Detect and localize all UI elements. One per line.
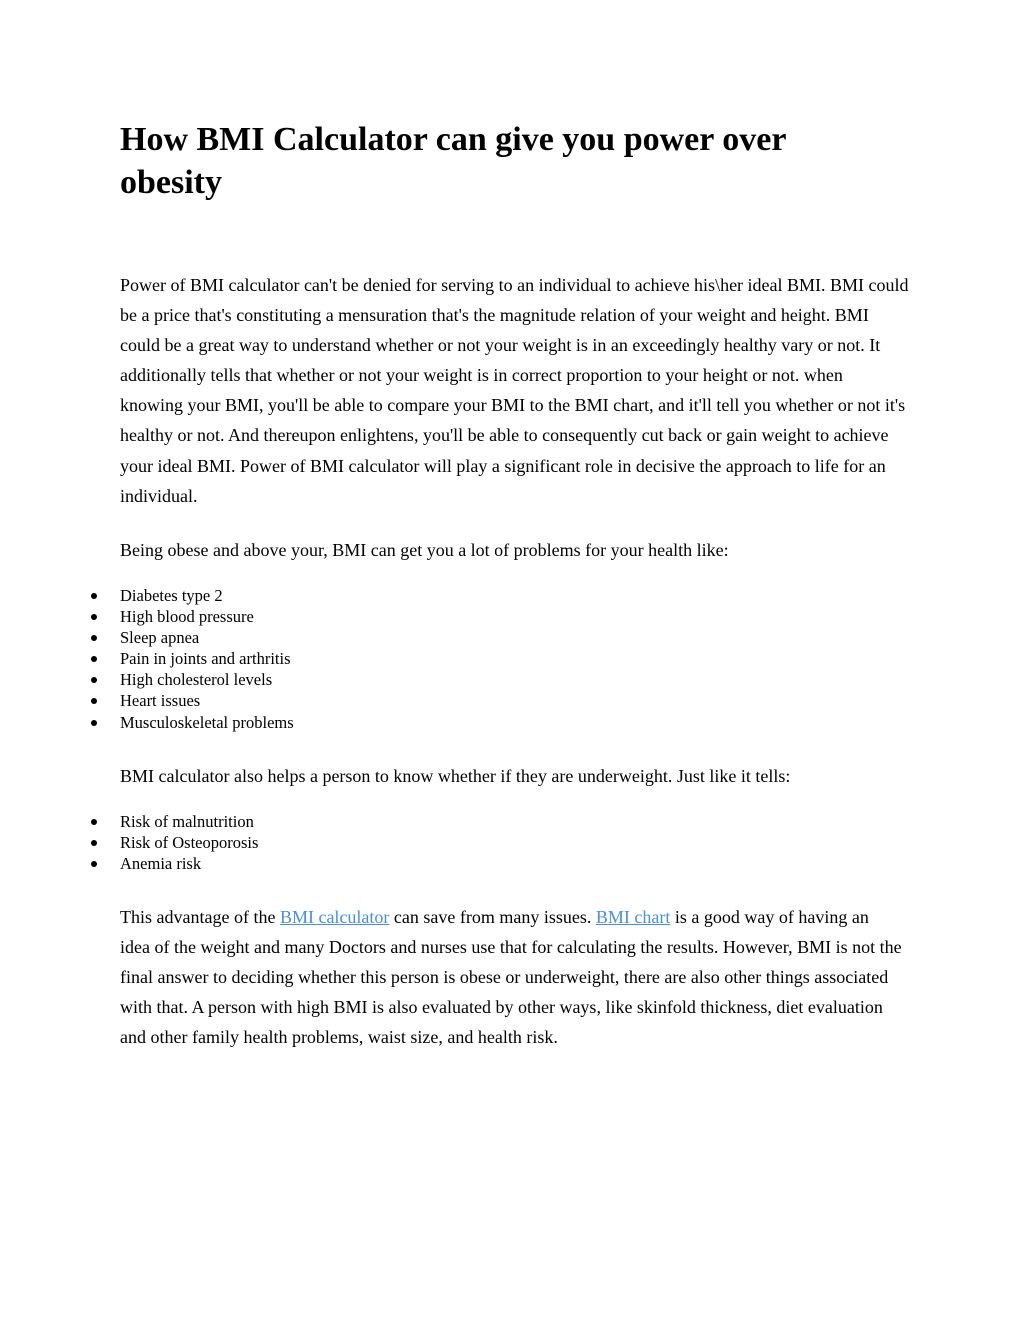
list-item-text: Risk of Osteoporosis [120,833,259,853]
list-item [0,648,900,669]
closing-text-start: This advantage of the [120,907,280,927]
list-item [0,811,900,832]
list-item [0,585,900,606]
bullet-icon [91,635,97,641]
bullet-icon [91,677,97,683]
list-item-text: Musculoskeletal problems [120,712,294,732]
list-item [0,627,900,648]
closing-text-middle: can save from many issues. [389,907,596,927]
list-item [0,853,900,874]
list-item-text: Risk of malnutrition [120,812,254,831]
closing-text-end: is a good way of having an idea of the weight and many Doctors and nurses use that for calculating the results. However, BMI is not the final answer to deciding whether this person is obese or underweight, there are also other things associated with that. A person with high BMI is also evaluated by other ways, like skinfold thickness, diet evaluation and other family health problems, waist size, and health risk. [120,907,902,1048]
list-item [0,832,900,853]
bmi-calculator-link[interactable]: BMI calculator [279,907,390,927]
bullet-icon [91,819,97,825]
list-item-text: High cholesterol levels [120,670,273,690]
list-item-text: Pain in joints and arthritis [120,649,291,669]
health-problems-list [0,585,900,733]
bullet-icon [91,656,97,662]
list-item [0,712,900,733]
list-item [0,669,900,690]
list-item-text: Anemia risk [120,854,202,874]
closing-paragraph [120,902,902,1052]
page-title: How BMI Calculator can give you power over obesity [120,121,786,201]
list-item-text: Diabetes type 2 [120,586,223,605]
bullet-icon [91,593,97,599]
bullet-icon [91,861,97,867]
list-item [0,690,900,711]
bullet-icon [91,840,97,846]
list-item-text: Heart issues [120,691,201,711]
intro-paragraph: Power of BMI calculator can't be denied for serving to an individual to achieve his\her ideal BMI. BMI could be a price that's constituting a mensuration that's the magnitude relation of your weight and height. BMI could be a great way to understand whether or not your weight is in an exceedingly healthy vary or not. It additionally tells that whether or not your weight is in correct proportion to your height or not. when knowing your BMI, you'll be able to compare your BMI to the BMI chart, and it'll tell you whether or not it's healthy or not. And thereupon enlightens, you'll be able to consequently cut back or gain weight to achieve your ideal BMI. Power of BMI calculator will play a significant role in decisive the approach to life for an individual. [120,275,909,506]
obesity-problems-intro: Being obese and above your, BMI can get you a lot of problems for your health like: [120,540,729,560]
list-item [0,606,900,627]
underweight-risks-list [0,811,900,874]
list-item-text: Sleep apnea [120,628,200,648]
bullet-icon [91,698,97,704]
bmi-chart-link[interactable]: BMI chart [595,907,671,927]
bullet-icon [91,720,97,726]
list-item-text: High blood pressure [120,607,254,627]
underweight-intro: BMI calculator also helps a person to know whether if they are underweight. Just like it tells: [120,766,791,786]
bullet-icon [91,614,97,620]
